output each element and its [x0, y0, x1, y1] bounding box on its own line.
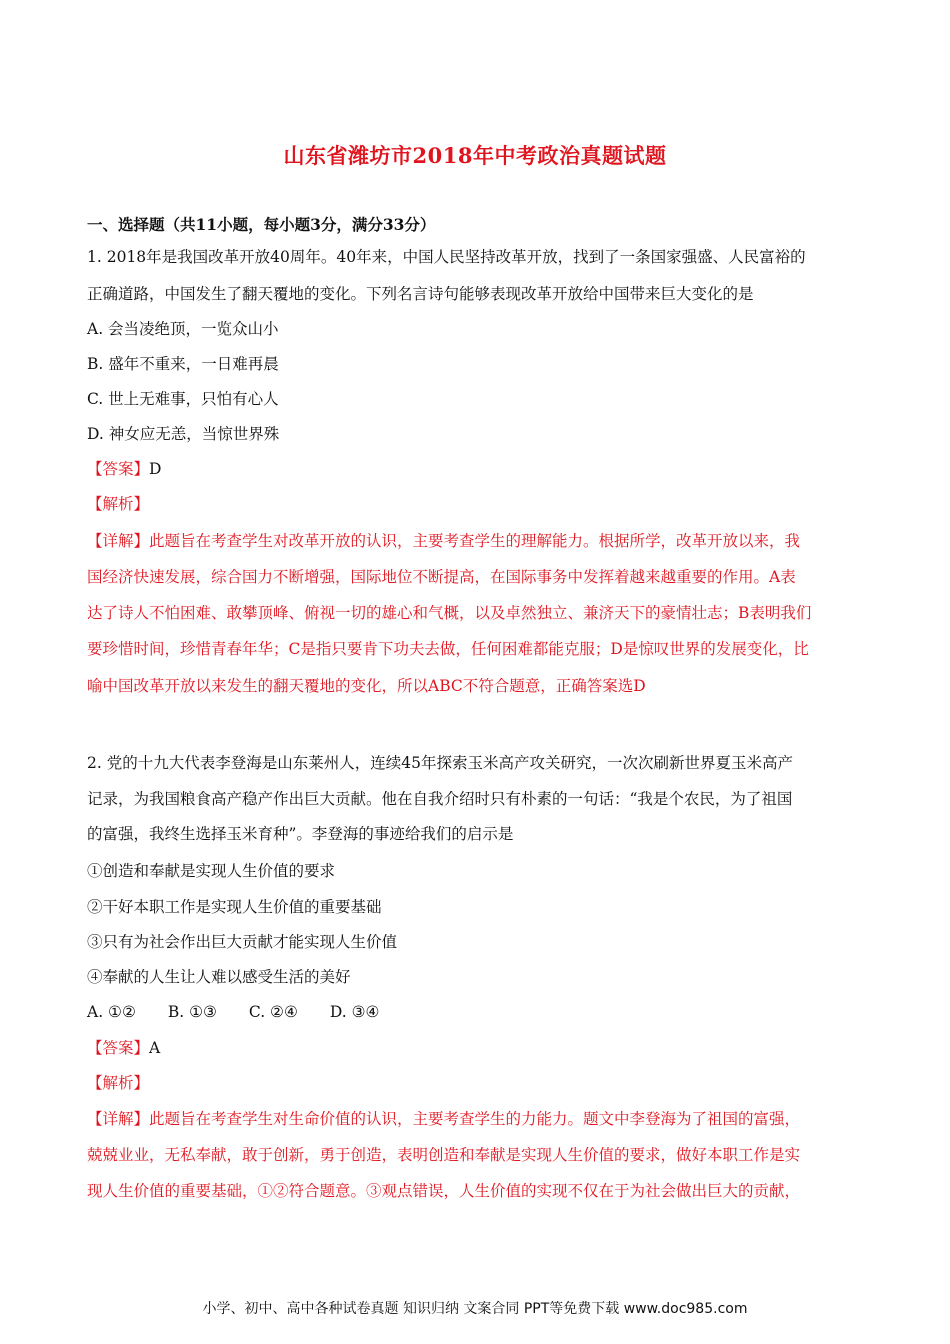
q1-answer — [87, 458, 867, 480]
q2-stem-line-3: 的富强，我终生选择玉米育种”。李登海的事迹给我们的启示是 — [87, 825, 514, 843]
q1-option-d: D. 神女应无恙，当惊世界殊 — [87, 425, 280, 443]
q2-analysis-label: 【解析】 — [87, 1074, 150, 1092]
q1-analysis-label: 【解析】 — [87, 495, 150, 513]
q1-detail-line-1: 【详解】此题旨在考查学生对改革开放的认识，主要考查学生的理解能力。根据所学，改革开放以来，我 — [87, 532, 801, 550]
q1-option-a: A. 会当凌绝顶，一览众山小 — [87, 320, 279, 338]
q1-option-b: B. 盛年不重来，一日难再晨 — [87, 355, 279, 373]
q2-option-d: D. ③④ — [329, 1003, 380, 1021]
q2-answer-label: 【答案】 — [87, 1039, 150, 1057]
q2-statement-1: ①创造和奉献是实现人生价值的要求 — [87, 862, 336, 880]
q2-option-b: B. ①③ — [167, 1003, 217, 1021]
page-title: 山东省潍坊市2018年中考政治真题试题 — [283, 143, 667, 168]
q2-stem-line-2: 记录，为我国粮食高产稳产作出巨大贡献。他在自我介绍时只有朴素的一句话：“我是个农民，为了祖国 — [87, 790, 793, 808]
q1-answer-value: D — [149, 460, 162, 478]
q2-answer-value: A — [149, 1039, 161, 1057]
q1-detail-line-3: 达了诗人不怕困难、敢攀顶峰、俯视一切的雄心和气概，以及卓然独立、兼济天下的豪情壮志；B表明我们 — [87, 604, 812, 622]
q2-detail-line-2: 兢兢业业，无私奉献，敢于创新，勇于创造，表明创造和奉献是实现人生价值的要求，做好本职工作是实 — [87, 1146, 801, 1164]
q2-statement-2: ②干好本职工作是实现人生价值的重要基础 — [87, 898, 382, 916]
q1-option-c: C. 世上无难事，只怕有心人 — [87, 390, 279, 408]
q2-statement-3: ③只有为社会作出巨大贡献才能实现人生价值 — [87, 933, 398, 951]
q2-option-a: A. ①② — [87, 1003, 136, 1021]
q2-option-c: C. ②④ — [248, 1003, 298, 1021]
q1-detail-line-4: 要珍惜时间，珍惜青春年华；C是指只要肯下功夫去做，任何困难都能克服；D是惊叹世界的发展变化，比 — [87, 640, 809, 658]
page-footer: 小学、初中、高中各种试卷真题 知识归纳 文案合同 PPT等免费下载 www.doc985.com — [202, 1301, 748, 1317]
q1-detail-line-2: 国经济快速发展，综合国力不断增强，国际地位不断提高，在国际事务中发挥着越来越重要的作用。A表 — [87, 568, 796, 586]
q2-statement-4: ④奉献的人生让人难以感受生活的美好 — [87, 968, 351, 986]
q1-answer-label: 【答案】 — [87, 460, 150, 478]
q1-stem-line-2: 正确道路，中国发生了翻天覆地的变化。下列名言诗句能够表现改革开放给中国带来巨大变化的是 — [87, 285, 754, 303]
q2-detail-line-3: 现人生价值的重要基础，①②符合题意。③观点错误，人生价值的实现不仅在于为社会做出巨大的贡献， — [87, 1182, 801, 1200]
q1-detail-line-5: 喻中国改革开放以来发生的翻天覆地的变化，所以ABC不符合题意，正确答案选D — [87, 677, 646, 695]
section-header: 一、选择题（共11小题，每小题3分，满分33分） — [87, 215, 436, 234]
q2-options-row — [87, 1001, 867, 1023]
q1-stem-line-1: 1. 2018年是我国改革开放40周年。40年来，中国人民坚持改革开放，找到了一条国家强盛、人民富裕的 — [87, 248, 806, 266]
q2-stem-line-1: 2. 党的十九大代表李登海是山东莱州人，连续45年探索玉米高产攻关研究，一次次刷新世界夏玉米高产 — [87, 754, 793, 772]
q2-answer — [87, 1037, 867, 1059]
q2-detail-line-1: 【详解】此题旨在考查学生对生命价值的认识，主要考查学生的力能力。题文中李登海为了祖国的富强， — [87, 1110, 801, 1128]
